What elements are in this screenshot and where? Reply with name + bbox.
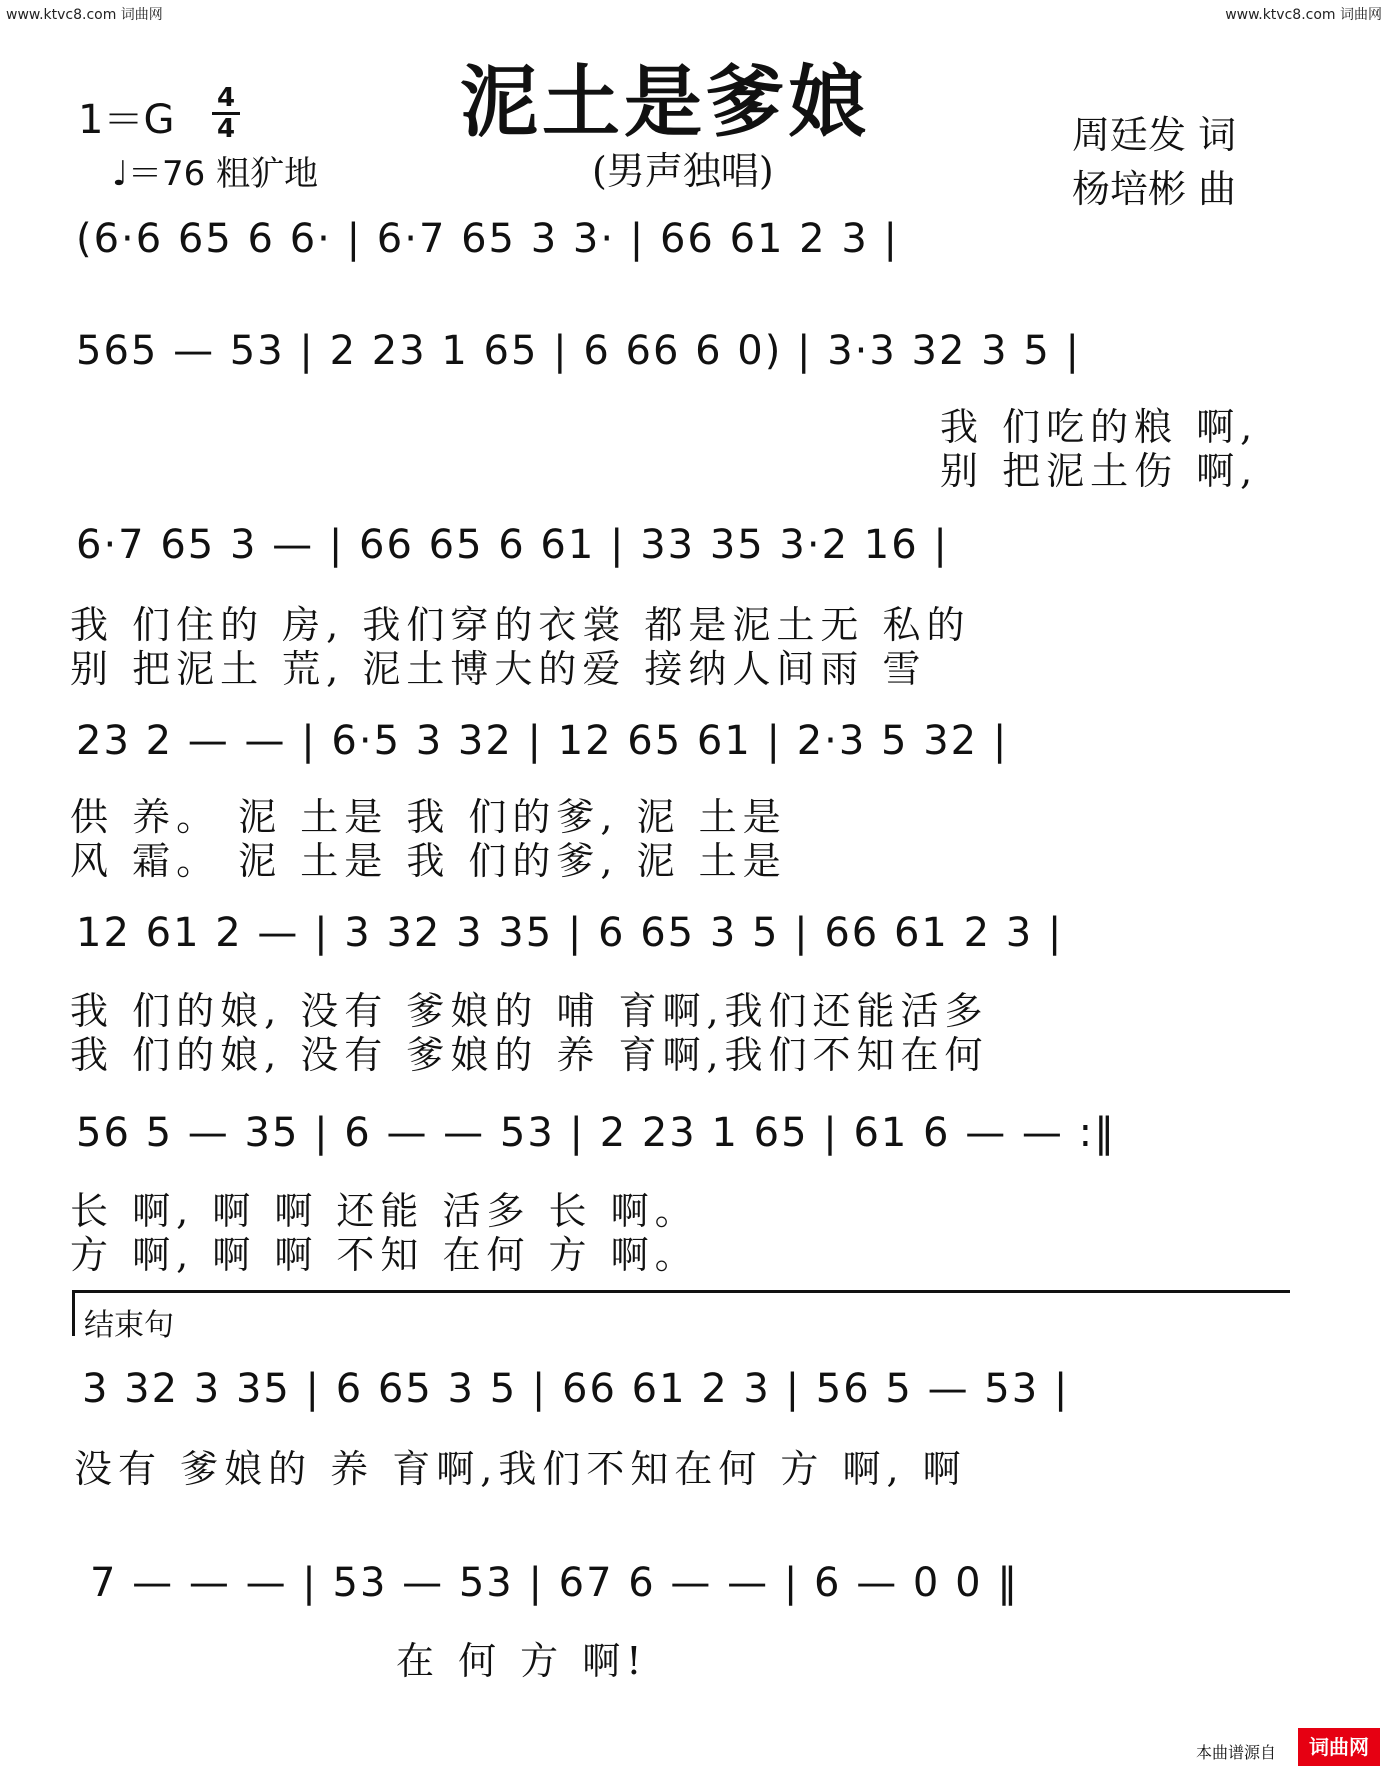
score-line-5: 12 61 2 — | 3 32 3 35 | 6 65 3 5 | 66 61 2 3 | xyxy=(76,910,1064,956)
score-line-4: 23 2 — — | 6·5 3 32 | 12 65 61 | 2·3 5 32 | xyxy=(76,718,1009,764)
lyric-line-4b: 风 霜。 泥 土是 我 们的爹, 泥 土是 xyxy=(70,839,787,883)
footer-logo: 词曲网 xyxy=(1298,1728,1380,1766)
time-signature xyxy=(208,83,244,144)
lyric-line-5a: 我 们的娘, 没有 爹娘的 哺 育啊,我们还能活多 xyxy=(70,989,989,1033)
lyric-line-3a: 我 们住的 房, 我们穿的衣裳 都是泥土无 私的 xyxy=(70,603,971,647)
lyric-line-8: 在 何 方 啊! xyxy=(396,1639,648,1683)
ending-bracket-tick xyxy=(72,1290,75,1336)
score-line-3: 6·7 65 3 — | 66 65 6 61 | 33 35 3·2 16 | xyxy=(76,522,949,568)
watermark-left: www.ktvc8.com 词曲网 xyxy=(6,7,163,23)
score-line-6: 56 5 — 35 | 6 — — 53 | 2 23 1 65 | 61 6 — — :‖ xyxy=(76,1110,1117,1156)
composer-credit: 杨培彬 曲 xyxy=(1072,167,1237,211)
lyric-line-2b: 别 把泥土伤 啊, xyxy=(940,449,1259,493)
score-line-2: 565 — 53 | 2 23 1 65 | 6 66 6 0) | 3·3 32 3 5 | xyxy=(76,328,1081,374)
lyric-line-6a: 长 啊, 啊 啊 还能 活多 长 啊。 xyxy=(70,1189,699,1233)
ending-bracket-line xyxy=(72,1290,1290,1293)
song-title: 泥土是爹娘 xyxy=(460,57,871,148)
footer-source: 本曲谱源自 xyxy=(1195,1743,1276,1762)
lyric-line-6b: 方 啊, 啊 啊 不知 在何 方 啊。 xyxy=(70,1233,699,1277)
score-line-1: (6·6 65 6 6· | 6·7 65 3 3· | 66 61 2 3 | xyxy=(76,216,899,262)
lyricist-credit: 周廷发 词 xyxy=(1072,113,1237,157)
score-line-7: 3 32 3 35 | 6 65 3 5 | 66 61 2 3 | 56 5 — 53 | xyxy=(82,1366,1070,1412)
watermark-right: www.ktvc8.com 词曲网 xyxy=(1225,7,1382,23)
lyric-line-3b: 别 把泥土 荒, 泥土博大的爱 接纳人间雨 雪 xyxy=(70,647,927,691)
lyric-line-5b: 我 们的娘, 没有 爹娘的 养 育啊,我们不知在何 xyxy=(70,1033,989,1077)
ending-section-label: 结束句 xyxy=(84,1308,174,1343)
key-signature: 1＝G xyxy=(78,97,175,143)
tempo-marking: ♩＝76 粗犷地 xyxy=(112,154,319,194)
lyric-line-4a: 供 养。 泥 土是 我 们的爹, 泥 土是 xyxy=(70,795,787,839)
lyric-line-2a: 我 们吃的粮 啊, xyxy=(940,405,1259,449)
score-line-8: 7 — — — | 53 — 53 | 67 6 — — | 6 — 0 0 ‖ xyxy=(90,1560,1020,1606)
lyric-line-7: 没有 爹娘的 养 育啊,我们不知在何 方 啊, 啊 xyxy=(74,1447,967,1491)
time-bottom: 4 xyxy=(216,114,236,144)
time-top: 4 xyxy=(216,83,236,113)
song-subtitle: (男声独唱) xyxy=(592,149,774,193)
